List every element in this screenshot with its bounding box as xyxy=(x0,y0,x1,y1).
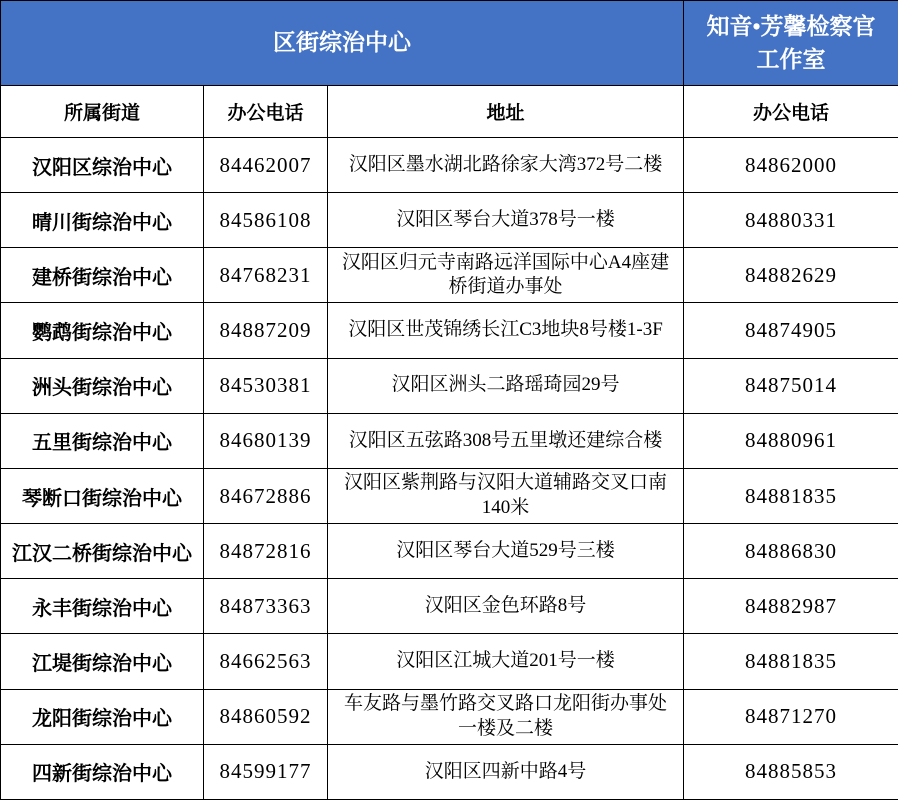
street-cell: 五里街综治中心 xyxy=(1,413,204,468)
street-cell: 江堤街综治中心 xyxy=(1,634,204,689)
office-phone-cell: 84860592 xyxy=(204,689,328,744)
table-row xyxy=(1,579,898,634)
office-phone-cell: 84872816 xyxy=(204,524,328,579)
office-phone-cell: 84462007 xyxy=(204,138,328,193)
table-row xyxy=(1,413,898,468)
studio-phone-cell: 84881835 xyxy=(684,468,898,523)
column-header-row xyxy=(1,86,898,138)
address-cell: 汉阳区五弦路308号五里墩还建综合楼 xyxy=(328,413,684,468)
col-header-studio-office-phone: 办公电话 xyxy=(684,86,898,138)
address-cell: 汉阳区琴台大道529号三楼 xyxy=(328,524,684,579)
studio-phone-cell: 84885853 xyxy=(684,744,898,799)
office-phone-cell: 84662563 xyxy=(204,634,328,689)
street-cell: 龙阳街综治中心 xyxy=(1,689,204,744)
street-cell: 建桥街综治中心 xyxy=(1,248,204,303)
address-cell: 汉阳区金色环路8号 xyxy=(328,579,684,634)
street-cell: 汉阳区综治中心 xyxy=(1,138,204,193)
office-phone-cell: 84680139 xyxy=(204,413,328,468)
office-phone-cell: 84887209 xyxy=(204,303,328,358)
office-phone-cell: 84586108 xyxy=(204,193,328,248)
group-header-zhiyin-fangxin-studio: 知音•芳馨检察官工作室 xyxy=(684,1,898,86)
studio-phone-cell: 84882987 xyxy=(684,579,898,634)
col-header-street: 所属街道 xyxy=(1,86,204,138)
street-cell: 洲头街综治中心 xyxy=(1,358,204,413)
table-row xyxy=(1,634,898,689)
table-row xyxy=(1,689,898,744)
address-cell: 汉阳区四新中路4号 xyxy=(328,744,684,799)
street-cell: 永丰街综治中心 xyxy=(1,579,204,634)
table-body xyxy=(1,138,898,800)
address-cell: 汉阳区琴台大道378号一楼 xyxy=(328,193,684,248)
group-header-district-street-center: 区街综治中心 xyxy=(1,1,684,86)
studio-phone-cell: 84871270 xyxy=(684,689,898,744)
table-row xyxy=(1,744,898,799)
address-cell: 汉阳区洲头二路瑶琦园29号 xyxy=(328,358,684,413)
street-cell: 琴断口街综治中心 xyxy=(1,468,204,523)
office-phone-cell: 84768231 xyxy=(204,248,328,303)
col-header-address: 地址 xyxy=(328,86,684,138)
studio-phone-cell: 84880961 xyxy=(684,413,898,468)
studio-phone-cell: 84880331 xyxy=(684,193,898,248)
studio-phone-cell: 84862000 xyxy=(684,138,898,193)
address-cell: 汉阳区墨水湖北路徐家大湾372号二楼 xyxy=(328,138,684,193)
studio-phone-cell: 84881835 xyxy=(684,634,898,689)
col-header-office-phone: 办公电话 xyxy=(204,86,328,138)
table-row xyxy=(1,193,898,248)
studio-phone-cell: 84882629 xyxy=(684,248,898,303)
table-header xyxy=(1,1,898,138)
address-cell: 汉阳区归元寺南路远洋国际中心A4座建桥街道办事处 xyxy=(328,248,684,303)
address-cell: 汉阳区紫荆路与汉阳大道辅路交叉口南140米 xyxy=(328,468,684,523)
studio-phone-cell: 84875014 xyxy=(684,358,898,413)
office-phone-cell: 84873363 xyxy=(204,579,328,634)
address-cell: 汉阳区世茂锦绣长江C3地块8号楼1-3F xyxy=(328,303,684,358)
studio-phone-cell: 84886830 xyxy=(684,524,898,579)
table-row xyxy=(1,468,898,523)
street-cell: 鹦鹉街综治中心 xyxy=(1,303,204,358)
group-header-row xyxy=(1,1,898,86)
street-cell: 四新街综治中心 xyxy=(1,744,204,799)
table-row xyxy=(1,138,898,193)
table-row xyxy=(1,248,898,303)
street-cell: 江汉二桥街综治中心 xyxy=(1,524,204,579)
address-cell: 汉阳区江城大道201号一楼 xyxy=(328,634,684,689)
street-cell: 晴川街综治中心 xyxy=(1,193,204,248)
studio-phone-cell: 84874905 xyxy=(684,303,898,358)
office-phone-cell: 84599177 xyxy=(204,744,328,799)
table-row xyxy=(1,358,898,413)
office-phone-cell: 84530381 xyxy=(204,358,328,413)
address-cell: 车友路与墨竹路交叉路口龙阳街办事处一楼及二楼 xyxy=(328,689,684,744)
table-row xyxy=(1,303,898,358)
table-row xyxy=(1,524,898,579)
office-phone-cell: 84672886 xyxy=(204,468,328,523)
